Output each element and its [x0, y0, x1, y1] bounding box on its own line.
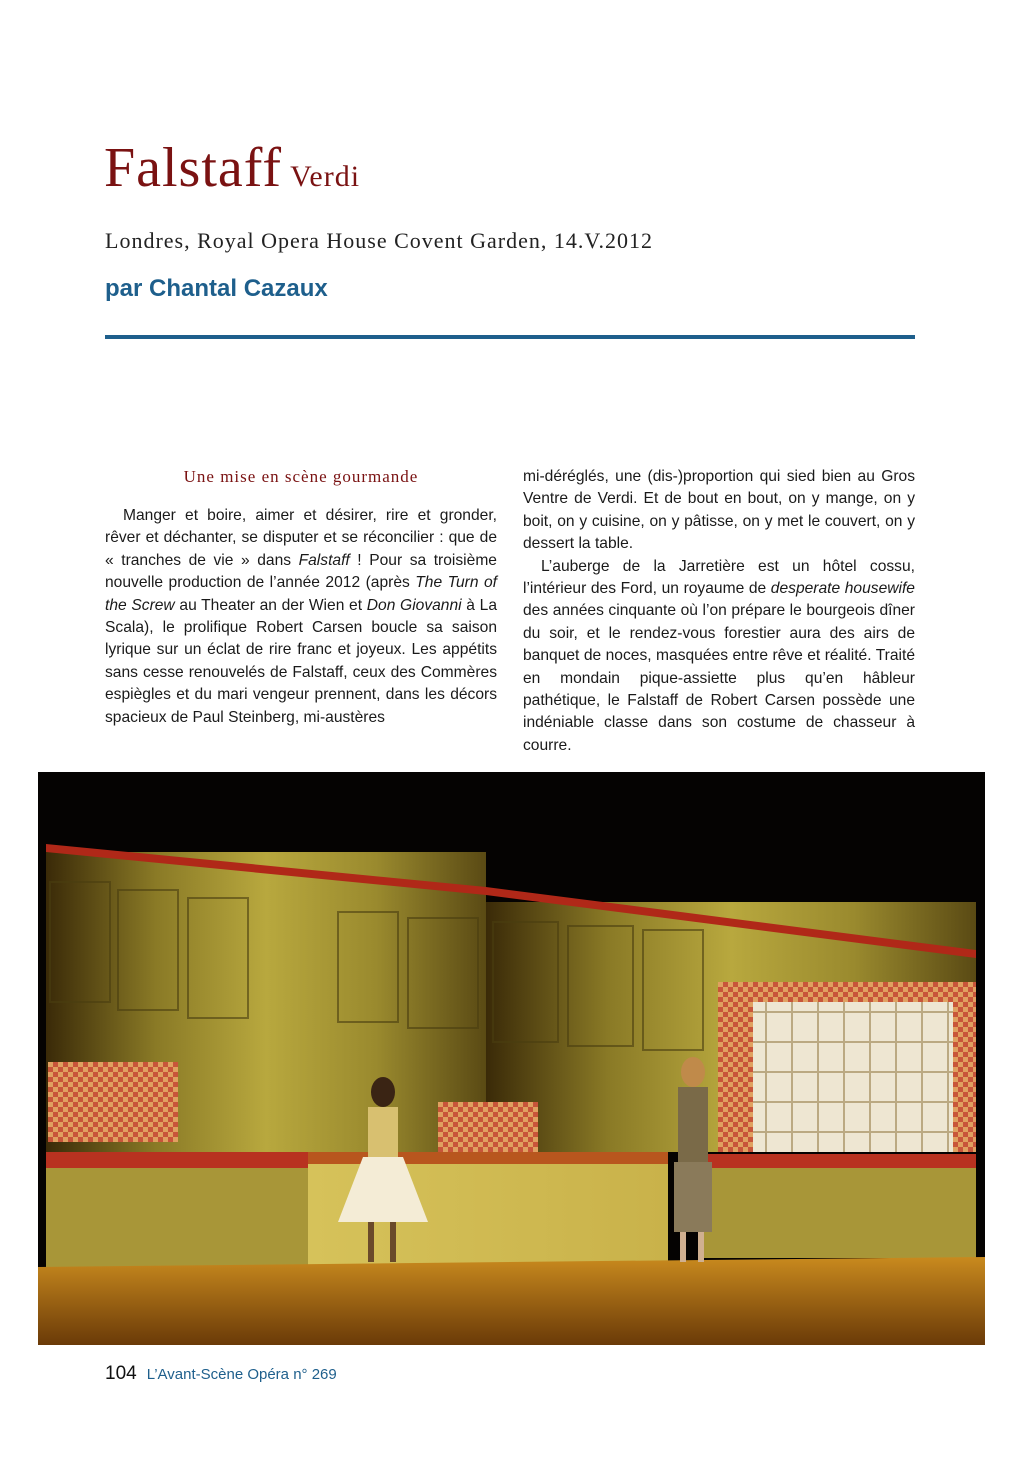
opera-title: Falstaff — [104, 137, 283, 199]
text-run: L’auberge de la Jarretière est un hôtel cossu, l’intérieur des Ford, un royaume de — [523, 557, 915, 598]
composer-name: Verdi — [290, 160, 361, 193]
text-column-right — [523, 466, 915, 757]
text-run: des années cinquante où l’on prépare le bourgeois dîner du soir, et le rendez-vous forestier aura des airs de banquet de noces, masquées entre rêve et réalité. Traité en mondain pique-assiette plus qu’en hâbleur pathétique, le Falstaff de Robert Carsen possède une indéniable classe dans son costume de chasseur à courre. — [523, 602, 915, 754]
venue-date: Londres, Royal Opera House Covent Garden, 14.V.2012 — [105, 228, 653, 253]
section-subheading: Une mise en scène gourmande — [183, 467, 419, 486]
author-byline: par Chantal Cazaux — [105, 275, 328, 302]
italic-title: Falstaff — [298, 551, 350, 569]
text-run: Manger et boire, aimer et désirer, rire et gronder, rêver et déchanter, se disputer et se réconcilier : que de « tranches de vie » dans — [105, 507, 497, 569]
text-run: à La Scala), le prolifique Robert Carsen boucle sa saison lyrique sur un éclat de rire franc et joyeux. Les appétits sans cesse renouvelés de Falstaff, ceux des Commères espiègles et du mari vengeur prennent, dans les décors spacieux de Paul Steinberg, mi-austères — [105, 596, 498, 726]
italic-title: The Turn of the Screw — [105, 574, 497, 614]
text-run: ! Pour sa troisième nouvelle production de l’année 2012 (après — [105, 551, 497, 592]
header-rule — [105, 335, 915, 339]
text-column-left — [105, 466, 497, 729]
article-title — [104, 137, 361, 199]
paragraph-1 — [105, 505, 497, 729]
paragraph-1-continued: mi-déréglés, une (dis-)proportion qui sied bien au Gros Ventre de Verdi. Et de bout en bout, on y mange, on y boit, on y cuisine, on y pâtisse, on y met le couvert, on y dessert la table. — [523, 468, 915, 553]
stage-photo — [38, 772, 985, 1345]
italic-title: Don Giovanni — [366, 596, 462, 614]
page-footer — [105, 1362, 337, 1387]
italic-phrase: desperate housewife — [770, 580, 915, 598]
page-number: 104 — [105, 1363, 137, 1384]
text-run: au Theater an der Wien et — [174, 596, 367, 614]
paragraph-2 — [523, 556, 915, 758]
journal-name: L’Avant-Scène Opéra n° 269 — [146, 1366, 337, 1383]
